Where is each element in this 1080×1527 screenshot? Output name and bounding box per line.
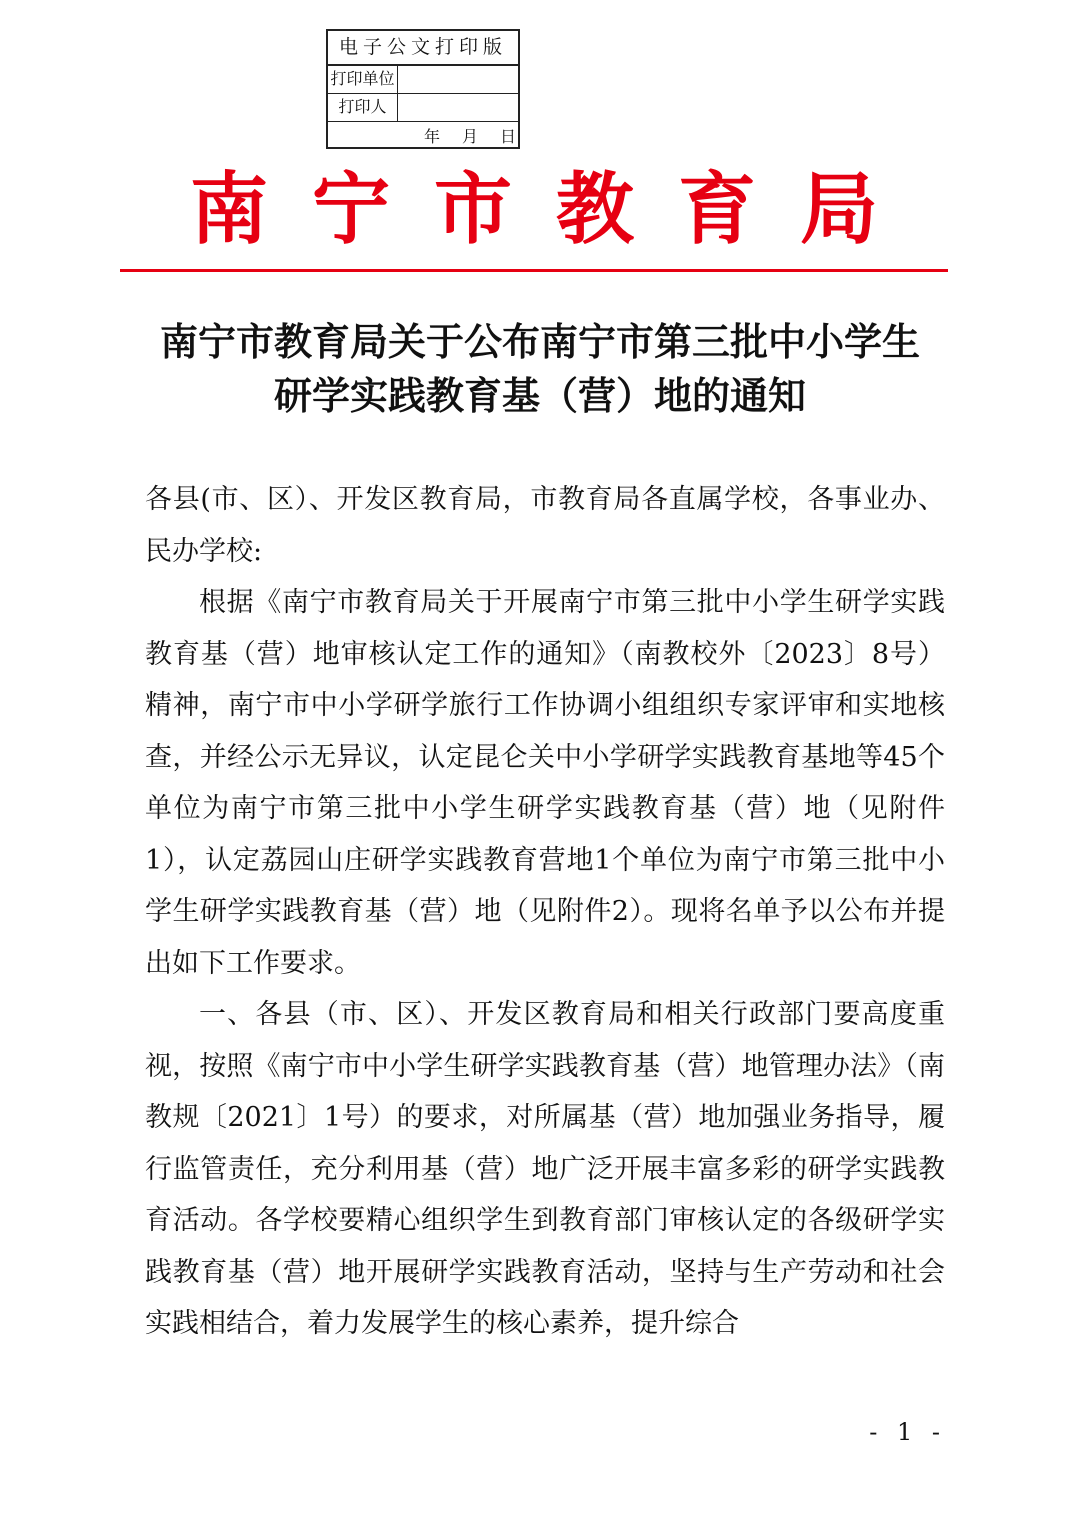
print-person-row xyxy=(328,94,518,122)
body-paragraph-2: 一、各县（市、区）、开发区教育局和相关行政部门要高度重视，按照《南宁市中小学生研学实践教育基（营）地管理办法》（南教规〔2021〕1号）的要求，对所属基（营）地加强业务指导，履行监管责任，充分利用基（营）地广泛开展丰富多彩的研学实践教育活动。各学校要精心组织学生到教育部门审核认定的各级研学实践教育基（营）地开展研学实践教育活动，坚持与生产劳动和社会实践相结合，着力发展学生的核心素养，提升综合 xyxy=(145,999,945,1339)
print-date-day: 日 xyxy=(499,127,516,146)
print-date-month: 月 xyxy=(461,127,478,146)
print-date-row xyxy=(328,122,518,149)
print-person-value xyxy=(398,94,518,121)
document-title xyxy=(120,315,960,423)
print-unit-row xyxy=(328,66,518,94)
page-number: - 1 - xyxy=(869,1418,946,1446)
print-stamp-box xyxy=(326,29,520,149)
document-title-line-1: 南宁市教育局关于公布南宁市第三批中小学生 xyxy=(159,320,920,364)
print-unit-label: 打印单位 xyxy=(328,66,398,93)
salutation: 各县(市、区）、开发区教育局，市教育局各直属学校，各事业办、民办学校: xyxy=(145,484,945,567)
print-unit-value xyxy=(398,66,518,93)
print-box-title: 电子公文打印版 xyxy=(328,31,518,66)
print-person-label: 打印人 xyxy=(328,94,398,121)
document-title-line-2: 研学实践教育基（营）地的通知 xyxy=(273,374,806,418)
body-paragraph-1: 根据《南宁市教育局关于开展南宁市第三批中小学生研学实践教育基（营）地审核认定工作的通知》（南教校外〔2023〕8号）精神，南宁市中小学研学旅行工作协调小组组织专家评审和实地核查，并经公示无异议，认定昆仑关中小学研学实践教育基地等45个单位为南宁市第三批中小学生研学实践教育基（营）地（见附件1），认定荔园山庄研学实践教育营地1个单位为南宁市第三批中小学生研学实践教育基（营）地（见附件2）。现将名单予以公布并提出如下工作要求。 xyxy=(145,587,945,979)
document-body xyxy=(145,474,945,1350)
print-date-year: 年 xyxy=(423,127,440,146)
letterhead-org-name: 南宁市教育局 xyxy=(189,165,922,255)
letterhead-divider xyxy=(120,269,948,272)
